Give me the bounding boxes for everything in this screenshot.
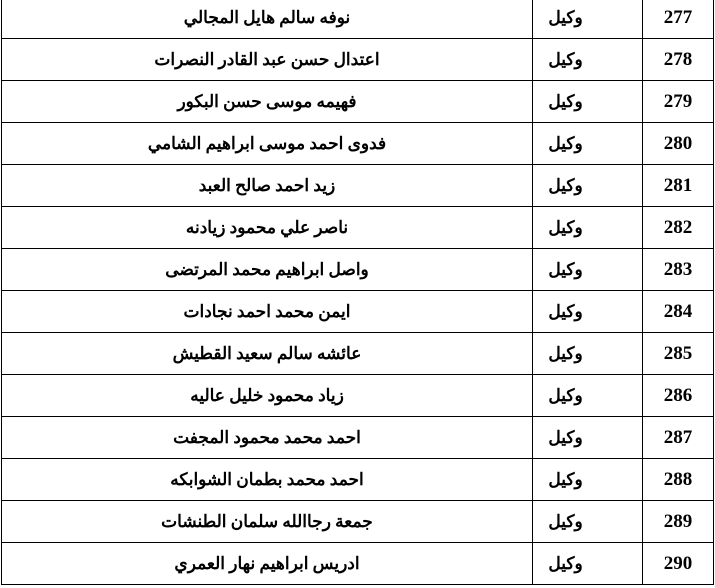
title-text: وكيل (548, 175, 583, 195)
name-cell: نوفه سالم هايل المجالي (2, 0, 533, 39)
title-text: وكيل (548, 259, 583, 279)
name-cell: ادريس ابراهيم نهار العمري (2, 543, 533, 585)
name-cell: واصل ابراهيم محمد المرتضى (2, 249, 533, 291)
name-cell: اعتدال حسن عبد القادر النصرات (2, 39, 533, 81)
table-row (2, 165, 714, 207)
table-row (2, 291, 714, 333)
number-cell: 281 (643, 165, 714, 207)
number-cell: 286 (643, 375, 714, 417)
title-cell (533, 81, 643, 123)
name-cell: احمد محمد محمود المجفت (2, 417, 533, 459)
title-cell (533, 0, 643, 39)
title-cell (533, 39, 643, 81)
table-row (2, 249, 714, 291)
number-cell: 280 (643, 123, 714, 165)
name-cell: احمد محمد بطمان الشوابكه (2, 459, 533, 501)
table-row (2, 81, 714, 123)
number-cell: 277 (643, 0, 714, 39)
title-text: وكيل (548, 301, 583, 321)
table-row (2, 0, 714, 39)
table-row (2, 501, 714, 543)
table-row (2, 417, 714, 459)
name-cell: فدوى احمد موسى ابراهيم الشامي (2, 123, 533, 165)
name-cell: جمعة رجاالله سلمان الطنشات (2, 501, 533, 543)
table-row (2, 123, 714, 165)
number-cell: 288 (643, 459, 714, 501)
name-cell: ناصر علي محمود زيادنه (2, 207, 533, 249)
title-cell (533, 249, 643, 291)
title-text: وكيل (548, 217, 583, 237)
title-text: وكيل (548, 385, 583, 405)
title-cell (533, 123, 643, 165)
table-row (2, 459, 714, 501)
name-cell: عائشه سالم سعيد القطيش (2, 333, 533, 375)
roster-table (1, 0, 714, 585)
title-cell (533, 543, 643, 585)
number-cell: 287 (643, 417, 714, 459)
table-row (2, 543, 714, 585)
title-text: وكيل (548, 91, 583, 111)
number-cell: 279 (643, 81, 714, 123)
table-row (2, 375, 714, 417)
title-cell (533, 165, 643, 207)
table-row (2, 39, 714, 81)
name-cell: زيد احمد صالح العبد (2, 165, 533, 207)
title-text: وكيل (548, 133, 583, 153)
title-text: وكيل (548, 7, 583, 27)
table-row (2, 333, 714, 375)
name-cell: ايمن محمد احمد نجادات (2, 291, 533, 333)
title-text: وكيل (548, 427, 583, 447)
number-cell: 290 (643, 543, 714, 585)
title-cell (533, 375, 643, 417)
title-cell (533, 459, 643, 501)
roster-table-body (2, 0, 714, 585)
number-cell: 278 (643, 39, 714, 81)
table-row (2, 207, 714, 249)
title-text: وكيل (548, 343, 583, 363)
title-cell (533, 207, 643, 249)
number-cell: 285 (643, 333, 714, 375)
name-cell: فهيمه موسى حسن البكور (2, 81, 533, 123)
number-cell: 282 (643, 207, 714, 249)
title-text: وكيل (548, 553, 583, 573)
title-cell (533, 291, 643, 333)
title-cell (533, 333, 643, 375)
title-cell (533, 501, 643, 543)
number-cell: 289 (643, 501, 714, 543)
title-cell (533, 417, 643, 459)
number-cell: 284 (643, 291, 714, 333)
title-text: وكيل (548, 469, 583, 489)
title-text: وكيل (548, 511, 583, 531)
name-cell: زياد محمود خليل عاليه (2, 375, 533, 417)
number-cell: 283 (643, 249, 714, 291)
title-text: وكيل (548, 49, 583, 69)
